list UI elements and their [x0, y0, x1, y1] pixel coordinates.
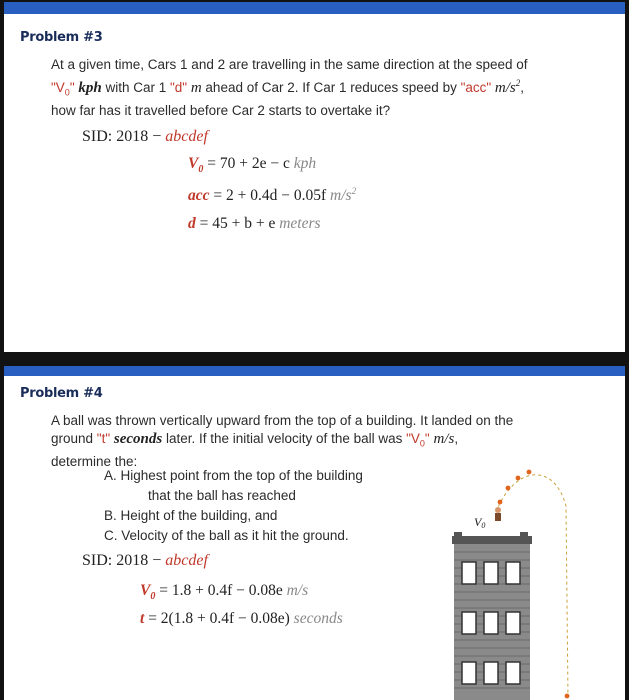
problem-3-sid: SID: 2018 − abcdef	[82, 128, 208, 145]
problem-4-list	[104, 466, 464, 546]
problem-4-slide	[4, 366, 625, 700]
item-c: C. Velocity of the ball as it hit the ground.	[104, 528, 349, 543]
problem-4-statement	[51, 412, 591, 471]
t-quote: "t"	[96, 431, 111, 446]
text-with-car1: with Car 1	[101, 80, 170, 95]
text-comma: ,	[520, 80, 525, 95]
problem-3-statement	[51, 56, 591, 120]
item-a: A. Highest point from the top of the building	[104, 468, 363, 483]
equation-v0: $V_0 = 70 + 2e - c$ kph	[188, 155, 317, 176]
item-b: B. Height of the building, and	[104, 508, 278, 523]
statement-line-3: determine the:	[51, 453, 138, 469]
text-comma: ,	[454, 431, 459, 446]
d-quote: "d"	[169, 80, 188, 95]
unit-ms2: $m/s^2$	[491, 78, 521, 96]
person-icon	[495, 507, 501, 521]
problem-3-slide	[4, 2, 625, 352]
problem-4-heading: Problem #4	[20, 386, 103, 401]
v0-label: V0	[474, 515, 486, 530]
statement-line-1: At a given time, Cars 1 and 2 are travelling in the same direction at the speed of	[51, 57, 528, 72]
building-windows	[462, 562, 520, 684]
text-later: later. If the initial velocity of the ball was	[162, 431, 407, 446]
v0-quote: "$V_0$"	[406, 431, 430, 449]
problem-3-heading: Problem #3	[20, 30, 103, 45]
equation-acc: acc = 2 + 0.4d − 0.05f $m/s^2$	[188, 186, 357, 205]
equation-v0: $V_0 = 1.8 + 0.4f - 0.08e$ m/s	[140, 582, 309, 603]
statement-line-3: how far has it travelled before Car 2 starts to overtake it?	[51, 102, 391, 118]
unit-seconds: seconds	[110, 431, 163, 447]
item-a-cont: that the ball has reached	[148, 488, 296, 503]
unit-kph: kph	[74, 80, 102, 96]
unit-m: m	[187, 80, 202, 96]
text-ahead: ahead of Car 2. If Car 1 reduces speed by	[201, 80, 461, 95]
problem-4-sid: SID: 2018 − abcdef	[82, 552, 208, 569]
equation-t: t = 2(1.8 + 0.4f − 0.08e) seconds	[140, 610, 343, 627]
slide-top-bar	[4, 2, 625, 14]
building-roof	[452, 536, 532, 544]
building-trajectory-illustration	[434, 466, 624, 700]
unit-ms: m/s	[429, 431, 455, 447]
text-ground: ground	[51, 431, 97, 446]
v0-quote: "$V_0$"	[51, 80, 75, 98]
equation-d: d = 45 + b + e meters	[188, 215, 321, 232]
acc-quote: "acc"	[460, 80, 492, 95]
slide-top-bar	[4, 366, 625, 376]
statement-line-1: A ball was thrown vertically upward from the top of a building. It landed on the	[51, 413, 514, 428]
